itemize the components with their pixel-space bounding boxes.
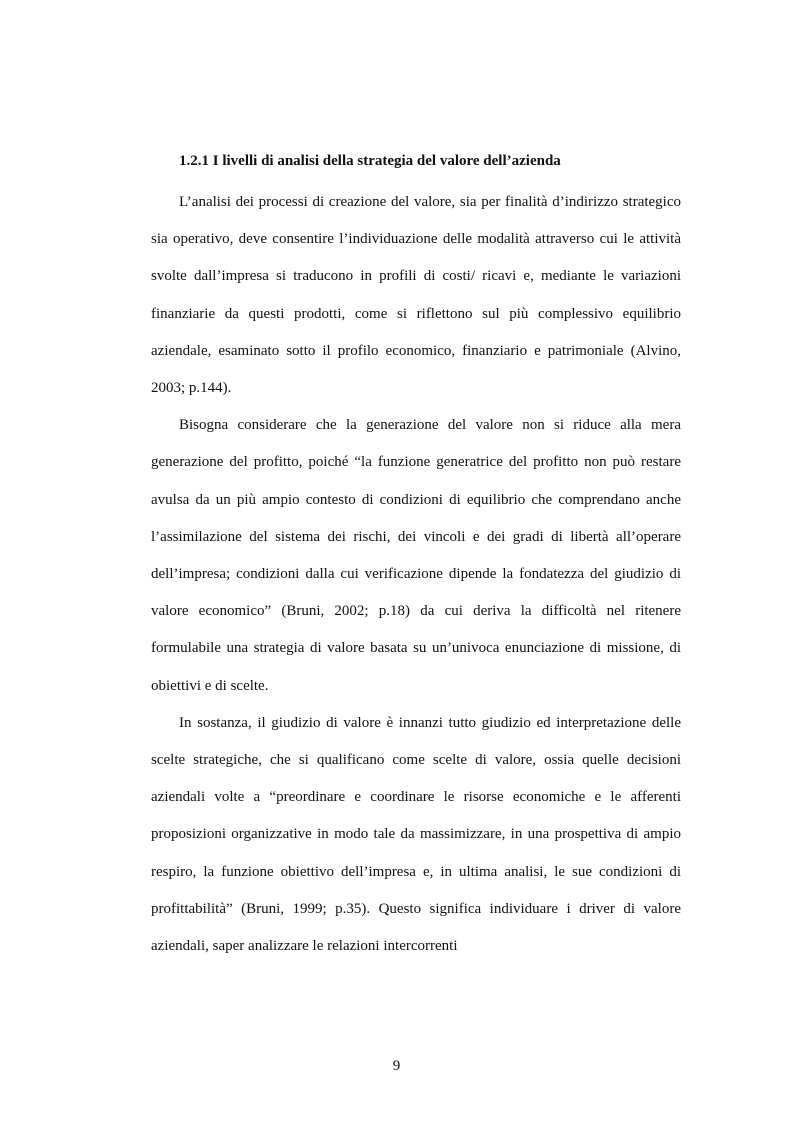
page-number: 9	[392, 1058, 401, 1074]
paragraph-1: L’analisi dei processi di creazione del valore, sia per finalità d’indirizzo strategico sia operativo, deve consentire l’individuazione delle modalità attraverso cui le attività svolte dall’impresa si traducono in profili di costi/ ricavi e, mediante le variazioni finanziarie da questi prodotti, come si riflettono sul più complessivo equilibrio aziendale, esaminato sotto il profilo economico, finanziario e patrimoniale (Alvino, 2003; p.144).	[151, 194, 681, 397]
paragraph-2: Bisogna considerare che la generazione del valore non si riduce alla mera generazione del profitto, poiché “la funzione generatrice del profitto non può restare avulsa da un più ampio contesto di condizioni di equilibrio che comprendano anche l’assimilazione del sistema dei rischi, dei vincoli e dei gradi di libertà all’operare dell’impresa; condizioni dalla cui verificazione dipende la fondatezza del giudizio di valore economico” (Bruni, 2002; p.18) da cui deriva la difficoltà nel ritenere formulabile una strategia di valore basata su un’univoca enunciazione di missione, di obiettivi e di scelte.	[151, 417, 681, 694]
section-heading: 1.2.1 I livelli di analisi della strategia del valore dell’azienda	[179, 153, 561, 169]
page-body	[151, 148, 681, 965]
paragraph-3: In sostanza, il giudizio di valore è innanzi tutto giudizio ed interpretazione delle scelte strategiche, che si qualificano come scelte di valore, ossia quelle decisioni aziendali volte a “preordinare e coordinare le risorse economiche e le afferenti proposizioni organizzative in modo tale da massimizzare, in una prospettiva di ampio respiro, la funzione obiettivo dell’impresa e, in ultima analisi, le sue condizioni di profittabilità” (Bruni, 1999; p.35). Questo significa individuare i driver di valore aziendali, saper analizzare le relazioni intercorrenti	[151, 714, 681, 955]
